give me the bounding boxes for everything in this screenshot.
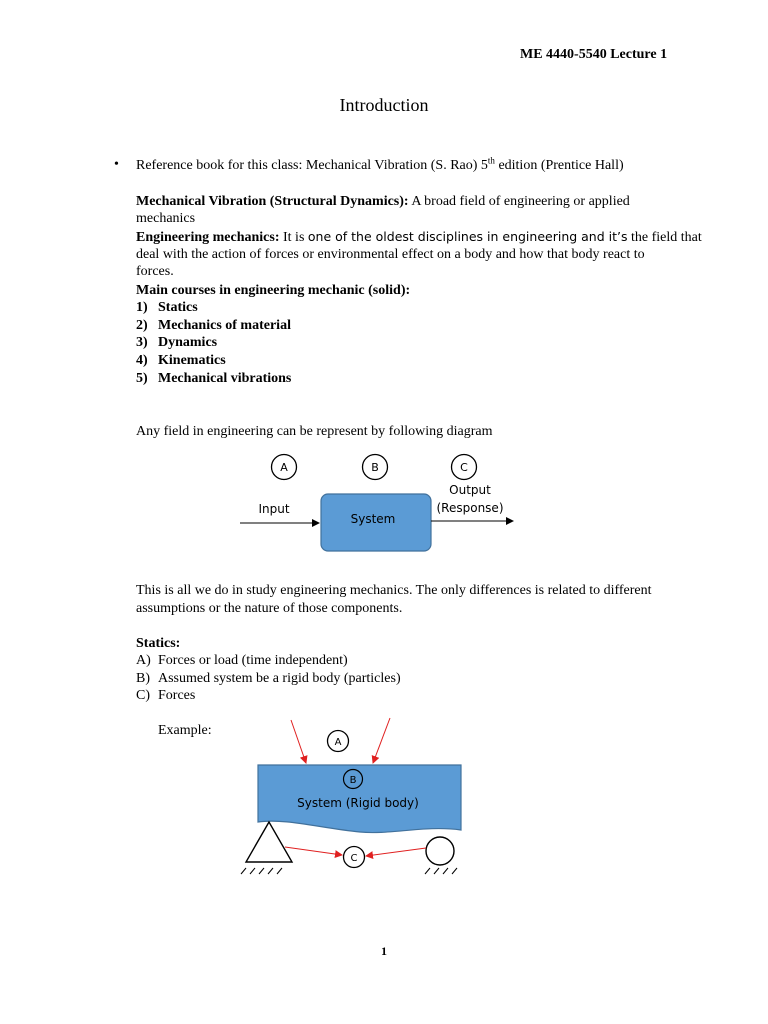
statics-item-label: Forces or load (time independent) <box>158 653 348 668</box>
circle-a-label: A <box>334 737 342 748</box>
statics-item <box>136 670 401 687</box>
reference-line <box>136 157 624 174</box>
mechanics-definition-line-2: deal with the action of forces or environmental effect on a body and how that body react to <box>136 247 645 262</box>
mechanics-text-a: It is <box>279 230 308 245</box>
load-arrow-left <box>291 720 306 763</box>
circle-c-label: C <box>460 461 468 474</box>
output-label: Output <box>449 483 491 497</box>
bullet-symbol: • <box>114 157 119 172</box>
reference-text: Reference book for this class: Mechanical Vibration (S. Rao) 5 <box>136 158 488 173</box>
system-box-label: System <box>350 512 396 526</box>
courses-heading: Main courses in engineering mechanic (solid): <box>136 283 411 298</box>
circle-a-marker <box>328 731 349 752</box>
example-label: Example: <box>158 723 212 738</box>
course-label: Mechanics of material <box>158 318 291 333</box>
course-item <box>136 299 198 316</box>
statics-item-label: Forces <box>158 688 196 703</box>
vibration-definition-line-1 <box>136 193 630 210</box>
course-number: 5) <box>136 371 148 386</box>
mechanics-term: Engineering mechanics: <box>136 230 280 245</box>
course-number: 4) <box>136 353 148 368</box>
reference-superscript: th <box>487 155 495 166</box>
response-label: (Response) <box>436 501 504 515</box>
statics-item-letter: B) <box>136 671 150 686</box>
pin-ground-hatch <box>241 868 282 874</box>
circle-b-label: B <box>371 461 379 474</box>
mechanics-text-b: one of the oldest disciplines in engineering and it’s <box>307 229 628 244</box>
vibration-term: Mechanical Vibration (Structural Dynamics): <box>136 194 409 209</box>
roller-ground-hatch <box>425 868 457 874</box>
reaction-arrow-right <box>366 848 426 856</box>
statics-item-label: Assumed system be a rigid body (particles) <box>158 671 401 686</box>
summary-line-1: This is all we do in study engineering mechanics. The only differences is related to different <box>136 583 652 598</box>
circle-c-marker <box>344 847 365 868</box>
statics-item <box>136 687 195 704</box>
course-item <box>136 352 226 369</box>
statics-item-letter: C) <box>136 688 150 703</box>
diagram-intro: Any field in engineering can be represent by following diagram <box>136 424 493 439</box>
vibration-definition-line-2: mechanics <box>136 211 196 226</box>
circle-c-label: C <box>350 853 358 864</box>
load-arrow-right <box>373 718 390 763</box>
circle-b-label: B <box>349 775 357 786</box>
reference-text-after: edition (Prentice Hall) <box>494 158 624 173</box>
circle-a-label: A <box>280 461 288 474</box>
course-number: 2) <box>136 318 148 333</box>
circle-a-marker <box>272 455 297 480</box>
mechanics-definition-line-1 <box>136 228 702 246</box>
course-label: Dynamics <box>158 335 218 350</box>
summary-line-2: assumptions or the nature of those components. <box>136 601 403 616</box>
pin-support <box>246 822 292 862</box>
mechanics-text-c: the field that <box>627 230 702 245</box>
course-item <box>136 317 291 334</box>
reaction-arrow-left <box>285 847 342 855</box>
course-number: 1) <box>136 300 148 315</box>
course-label: Mechanical vibrations <box>158 371 292 386</box>
course-label: Statics <box>158 300 198 315</box>
rigid-body-label: System (Rigid body) <box>297 796 419 810</box>
circle-c-marker <box>452 455 477 480</box>
statics-heading: Statics: <box>136 636 181 651</box>
course-label: Kinematics <box>158 353 226 368</box>
lecture-header: ME 4440-5540 Lecture 1 <box>520 47 668 62</box>
course-number: 3) <box>136 335 148 350</box>
rigid-body-diagram <box>240 710 470 880</box>
mechanics-definition-line-3: forces. <box>136 264 174 279</box>
system-diagram <box>230 448 530 558</box>
course-item <box>136 334 217 351</box>
roller-support <box>426 837 454 865</box>
statics-item-letter: A) <box>136 653 151 668</box>
page-title: Introduction <box>339 95 429 115</box>
statics-item <box>136 652 348 669</box>
page-number: 1 <box>381 944 387 958</box>
course-item <box>136 370 291 387</box>
input-label: Input <box>258 502 290 516</box>
circle-b-marker <box>363 455 388 480</box>
vibration-text: A broad field of engineering or applied <box>408 194 630 209</box>
